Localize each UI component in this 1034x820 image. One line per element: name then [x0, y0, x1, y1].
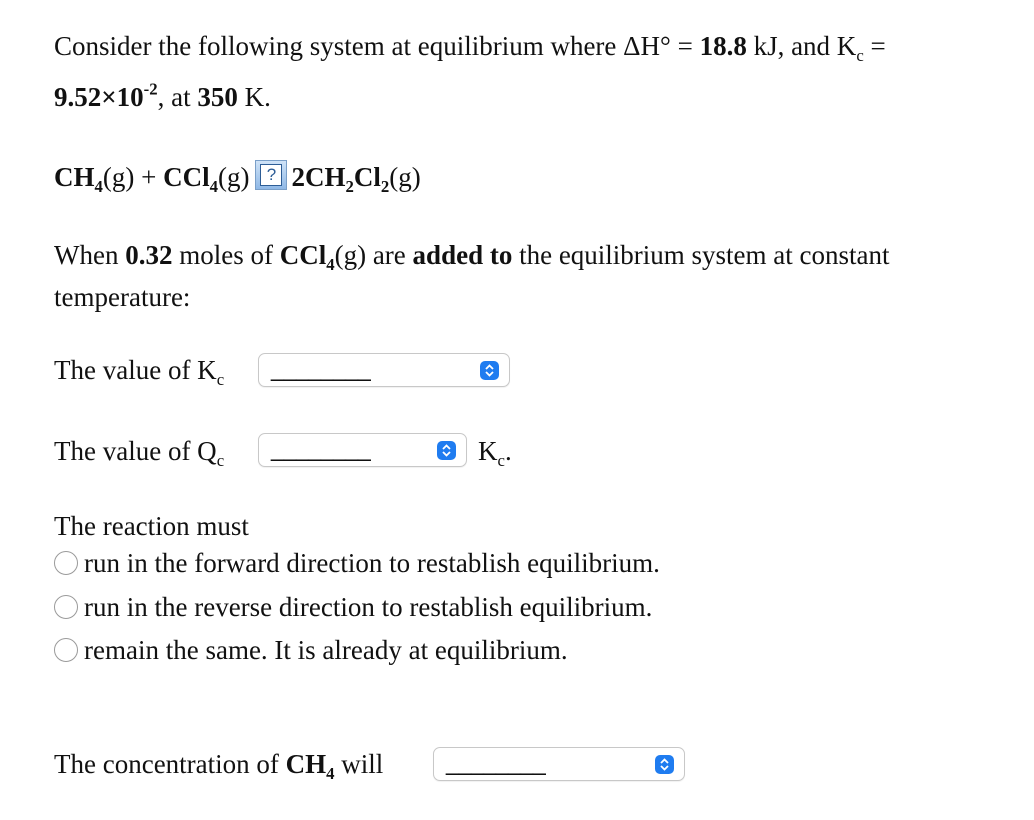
reaction-equation: $CH_4(g) + CCl_4(g)$ ? $2CH_2Cl_2(g)$	[54, 162, 421, 196]
ch4-select-value: ________	[446, 749, 545, 776]
change-line-2: temperature:	[54, 282, 191, 312]
question-icon: ?	[260, 164, 282, 186]
qc-question-label: The value of $Q_c$	[54, 436, 225, 470]
delta-h-value: 18.8	[699, 31, 747, 61]
chevron-updown-icon	[480, 361, 499, 380]
radio-same[interactable]	[54, 638, 78, 662]
chevron-updown-icon	[655, 755, 674, 774]
added-amount: 0.32	[125, 240, 173, 270]
change-action: added to	[412, 240, 513, 270]
intro-line-1: Consider the following system at equilibrium where ΔH° = 18.8 kJ, and $K_c$ =	[54, 31, 886, 65]
kc-select-value: ________	[271, 355, 370, 382]
intro-line-2: $9.52\times 10^{-2}$, at 350 K.	[54, 79, 271, 112]
qc-after-text: $K_c$.	[478, 436, 512, 470]
ch4-select[interactable]	[433, 747, 685, 781]
kc-question-label: The value of $K_c$	[54, 355, 225, 389]
kc-select[interactable]	[258, 353, 510, 387]
change-line-1: When 0.32 moles of CCl$_4$(g) are added to the equilibrium system at constant	[54, 240, 890, 274]
radio-reverse[interactable]	[54, 595, 78, 619]
ch4-question-label: The concentration of $CH_4$ will	[54, 749, 384, 783]
option-same-text: remain the same. It is already at equilibrium.	[84, 635, 568, 665]
equilibrium-arrow-image-placeholder	[255, 160, 287, 190]
option-reverse-text: run in the reverse direction to restablish equilibrium.	[84, 592, 653, 622]
added-species: CCl$_4$	[279, 240, 335, 274]
kc-value: $9.52\times 10^{-2}$	[54, 79, 158, 112]
qc-select-value: ________	[271, 435, 370, 462]
chevron-updown-icon	[437, 441, 456, 460]
qc-select[interactable]	[258, 433, 467, 467]
temperature-value: 350	[197, 82, 238, 112]
option-forward-text: run in the forward direction to restablish equilibrium.	[84, 548, 660, 578]
delta-h-symbol: ΔH°	[623, 31, 671, 61]
reaction-must-label: The reaction must	[54, 511, 249, 541]
radio-forward[interactable]	[54, 551, 78, 575]
